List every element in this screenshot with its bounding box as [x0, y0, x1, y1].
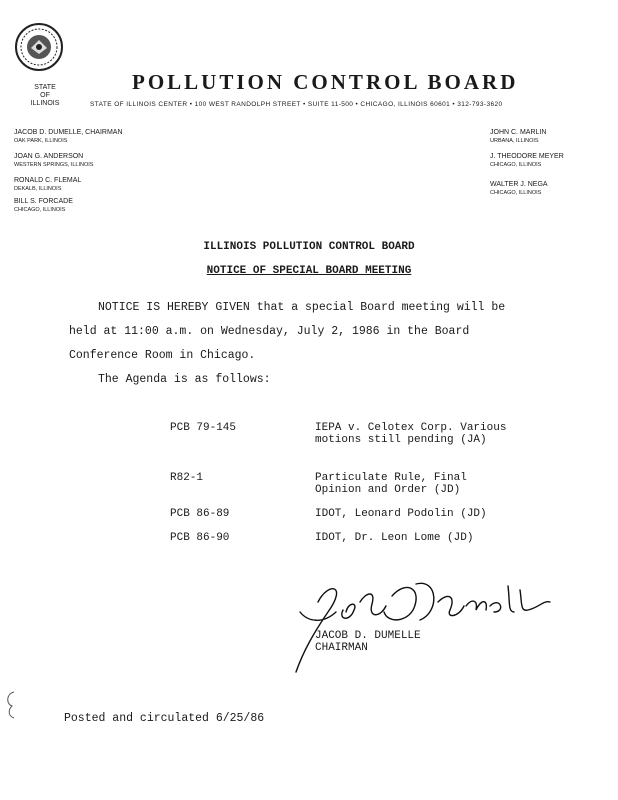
notice-heading [0, 241, 618, 253]
member-location: DEKALB, ILLINOIS [14, 186, 62, 192]
member-name: JOHN C. MARLIN [490, 129, 547, 136]
member-location: CHICAGO, ILLINOIS [490, 162, 542, 168]
agenda-item-number: PCB 86-89 [170, 508, 230, 520]
agenda-intro: The Agenda is as follows: [98, 373, 271, 386]
agenda-item-number: PCB 86-90 [170, 532, 230, 544]
state-seal [14, 22, 64, 72]
notice-subheading-text: NOTICE OF SPECIAL BOARD MEETING [206, 265, 412, 277]
member-location: OAK PARK, ILLINOIS [14, 138, 68, 144]
member-name: RONALD C. FLEMAL [14, 177, 82, 184]
member-left-4 [14, 198, 73, 214]
state-label-line3: ILLINOIS [30, 100, 60, 107]
agenda-item-description: IDOT, Leonard Podolin (JD) [315, 508, 487, 520]
state-label-line1: STATE [34, 84, 56, 91]
state-seal-icon [14, 22, 64, 72]
member-right-2 [490, 153, 564, 169]
signature-drawing [288, 572, 558, 682]
member-left-2 [14, 153, 93, 169]
posted-notice: Posted and circulated 6/25/86 [64, 712, 265, 725]
margin-mark [4, 690, 18, 725]
notice-heading-text: ILLINOIS POLLUTION CONTROL BOARD [203, 241, 415, 253]
notice-paragraph-line2: held at 11:00 a.m. on Wednesday, July 2, 1986 in the Board [69, 325, 470, 338]
member-name: J. THEODORE MEYER [490, 153, 564, 160]
margin-mark-icon [4, 690, 18, 720]
notice-subheading [0, 265, 618, 277]
member-location: URBANA, ILLINOIS [490, 138, 539, 144]
signer-name: JACOB D. DUMELLE [315, 630, 421, 642]
member-location: CHICAGO, ILLINOIS [490, 190, 542, 196]
notice-paragraph-line1: NOTICE IS HEREBY GIVEN that a special Board meeting will be [98, 301, 506, 314]
agenda-item-description: IDOT, Dr. Leon Lome (JD) [315, 532, 474, 544]
board-title: POLLUTION CONTROL BOARD [132, 70, 519, 94]
member-location: CHICAGO, ILLINOIS [14, 207, 66, 213]
member-name: JOAN G. ANDERSON [14, 153, 84, 160]
member-left-3 [14, 177, 81, 193]
agenda-item-number: PCB 79-145 [170, 422, 237, 434]
member-name: JACOB D. DUMELLE, CHAIRMAN [14, 129, 123, 136]
board-address: STATE OF ILLINOIS CENTER • 100 WEST RANDOLPH STREET • SUITE 11-500 • CHICAGO, ILLINOIS 60601 • 312-793-3620 [90, 101, 503, 108]
member-name: BILL S. FORCADE [14, 198, 73, 205]
member-name: WALTER J. NEGA [490, 181, 548, 188]
member-right-1 [490, 129, 546, 145]
signer-block [315, 630, 421, 654]
agenda-item-number: R82-1 [170, 472, 204, 484]
state-label-line2: OF [40, 92, 50, 99]
notice-paragraph-line3: Conference Room in Chicago. [69, 349, 256, 362]
member-location: WESTERN SPRINGS, ILLINOIS [14, 162, 94, 168]
agenda-item-description: IEPA v. Celotex Corp. Various motions still pending (JA) [315, 422, 507, 446]
signer-title: CHAIRMAN [315, 642, 368, 654]
state-label [16, 84, 74, 108]
agenda-item-description: Particulate Rule, Final Opinion and Order (JD) [315, 472, 467, 496]
member-left-1 [14, 129, 123, 145]
member-right-3 [490, 181, 548, 197]
